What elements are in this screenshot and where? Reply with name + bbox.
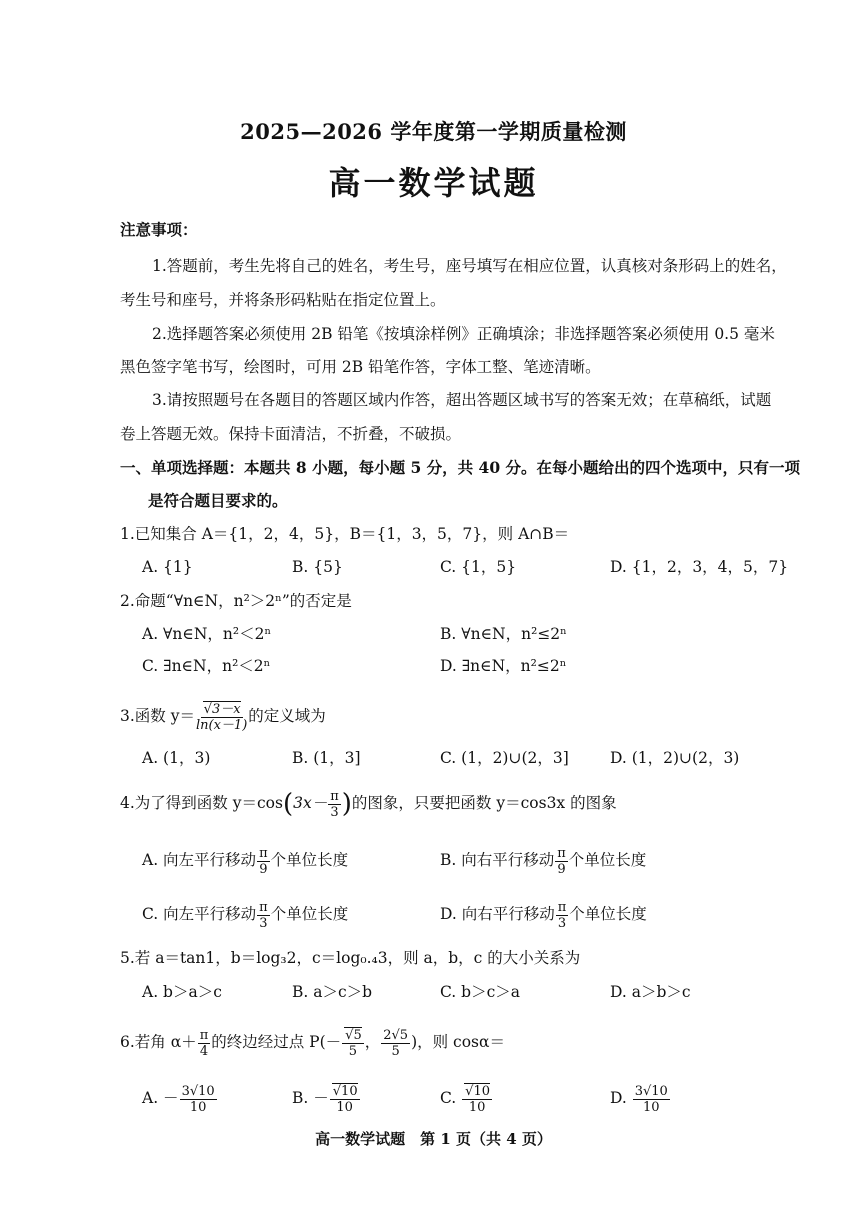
fraction-denominator: 10 [189, 1099, 207, 1115]
question-6-stem-suffix: )，则 cosα＝ [411, 1033, 505, 1051]
notice-item-3-line-1: 3.请按照题号在各题目的答题区域内作答，超出答题区域书写的答案无效；在草稿纸，试题 [152, 391, 772, 409]
pi-symbol: π [199, 1027, 209, 1043]
pi-symbol: π [259, 899, 268, 915]
point-y-numerator: 2√5 [383, 1027, 409, 1043]
option-d-text: D. 向右平行移动 [440, 905, 555, 923]
question-4-option-d [440, 894, 647, 934]
question-4-stem-prefix: 4.为了得到函数 y＝cos [120, 794, 283, 812]
fraction-numerator: 3√10 [634, 1083, 668, 1099]
question-4-option-c [142, 894, 348, 934]
notice-item-3-line-2: 卷上答题无效。保持卡面清洁，不折叠，不破损。 [120, 425, 462, 443]
question-3-stem-suffix: 的定义域为 [248, 707, 326, 725]
question-3-numerator: √ 3－x [203, 701, 241, 717]
question-5-option-b: B. a＞c＞b [292, 983, 373, 1001]
question-5-option-c: C. b＞c＞a [440, 983, 521, 1001]
option-d-label: D. [610, 1089, 632, 1107]
question-4-pi-over-3 [328, 790, 341, 819]
option-c-fraction [257, 901, 270, 930]
point-x-numerator: √ 5 [344, 1027, 362, 1043]
fraction-denominator: 3 [259, 915, 268, 931]
fraction-denominator: 4 [199, 1043, 209, 1059]
fraction-denominator: 9 [557, 861, 566, 877]
question-3-fraction [196, 703, 247, 732]
question-3-option-d: D. (1，2)∪(2，3) [610, 749, 740, 767]
question-4-stem: 4.为了得到函数 y＝cos(3x－ $\frac{\pi}{3}$ )的图象，只要把函数 y＝cos3x 的图象 [120, 788, 617, 820]
option-b-fraction [330, 1085, 360, 1114]
question-4-argument: 3x－ [293, 794, 328, 812]
question-6-option-d [610, 1078, 671, 1118]
option-a-text: A. 向左平行移动 [142, 851, 257, 869]
section-1-heading-line-1: 一、单项选择题：本题共 8 小题，每小题 5 分，共 40 分。在每小题给出的四个选项中，只有一项 [120, 458, 801, 477]
fraction-denominator: 9 [259, 861, 268, 877]
notice-item-2-line-1: 2.选择题答案必须使用 2B 铅笔《按填涂样例》正确填涂；非选择题答案必须使用 0.5 毫米 [152, 325, 775, 343]
question-1-option-a: A. {1} [142, 558, 193, 576]
question-3-option-a: A. (1，3) [142, 749, 211, 767]
option-d-fraction [556, 901, 569, 930]
option-unit: 个单位长度 [569, 905, 647, 923]
question-6-option-b [292, 1078, 361, 1118]
exam-subtitle: 2025—2026 学年度第一学期质量检测 [240, 119, 627, 144]
question-3-stem-prefix: 3.函数 y＝ [120, 707, 195, 725]
fraction-numerator: 3√10 [181, 1083, 215, 1099]
option-a-fraction [180, 1085, 217, 1114]
page-footer: 高一数学试题 第 1 页（共 4 页） [315, 1130, 552, 1148]
option-b-label: B. － [292, 1089, 329, 1107]
question-4-option-a [142, 840, 348, 880]
question-3-denominator: ln(x－1) [195, 717, 248, 733]
question-1-stem: 1.已知集合 A＝{1，2，4，5}，B＝{1，3，5，7}，则 A∩B＝ [120, 525, 570, 543]
point-y-denominator: 5 [391, 1043, 400, 1059]
fraction-denominator: 3 [557, 915, 567, 931]
question-6-stem-prefix: 6.若角 α＋ [120, 1033, 197, 1051]
question-6-option-c [440, 1078, 493, 1118]
fraction-denominator: 10 [643, 1099, 660, 1115]
question-2-option-a: A. ∀n∈N，n²＜2ⁿ [142, 625, 272, 643]
question-1-option-c: C. {1，5} [440, 558, 517, 576]
option-b-text: B. 向右平行移动 [440, 851, 555, 869]
question-3-option-b: B. (1，3] [292, 749, 361, 767]
question-3-option-c: C. (1，2)∪(2，3] [440, 749, 569, 767]
option-unit: 个单位长度 [270, 851, 349, 869]
question-5-option-a: A. b＞a＞c [142, 983, 222, 1001]
question-1-option-d: D. {1，2，3，4，5，7} [610, 558, 789, 576]
question-6-stem-middle: 的终边经过点 P(－ [211, 1033, 342, 1051]
pi-symbol: π [330, 788, 339, 804]
question-2-option-b: B. ∀n∈N，n²≤2ⁿ [440, 625, 567, 643]
question-2-option-c: C. ∃n∈N，n²＜2ⁿ [142, 657, 271, 675]
point-y-fraction [381, 1029, 410, 1058]
pi-symbol: π [557, 899, 567, 915]
point-x-fraction [342, 1029, 364, 1058]
option-a-fraction [257, 847, 270, 876]
question-6-option-a [142, 1078, 218, 1118]
exam-title: 高一数学试题 [328, 164, 539, 202]
question-4-option-b [440, 840, 646, 880]
option-d-fraction [633, 1085, 670, 1114]
section-1-heading-line-2: 是符合题目要求的。 [148, 491, 288, 510]
notice-item-2-line-2: 黑色签字笔书写，绘图时，可用 2B 铅笔作答，字体工整、笔迹清晰。 [120, 358, 601, 376]
fraction-numerator: √ 10 [464, 1083, 490, 1099]
notice-heading: 注意事项： [120, 220, 198, 239]
question-3-stem [120, 696, 326, 736]
fraction-numerator: √ 10 [332, 1083, 358, 1099]
notice-item-1-line-2: 考生号和座号，并将条形码粘贴在指定位置上。 [120, 291, 446, 309]
question-6-pi-over-4 [198, 1029, 211, 1058]
question-6-stem [120, 1022, 505, 1062]
option-c-text: C. 向左平行移动 [142, 905, 257, 923]
point-separator: ， [364, 1033, 381, 1051]
fraction-denominator: 3 [330, 804, 339, 820]
notice-item-1-line-1: 1.答题前，考生先将自己的姓名，考生号，座号填写在相应位置，认真核对条形码上的姓名， [152, 257, 787, 275]
fraction-denominator: 10 [336, 1099, 353, 1115]
point-x-denominator: 5 [348, 1043, 358, 1059]
question-5-option-d: D. a＞b＞c [610, 983, 691, 1001]
pi-symbol: π [557, 845, 566, 861]
pi-symbol: π [259, 845, 268, 861]
question-4-stem-suffix: 的图象，只要把函数 y＝cos3x 的图象 [351, 794, 617, 812]
option-c-fraction [462, 1085, 492, 1114]
option-b-fraction [555, 847, 568, 876]
option-unit: 个单位长度 [270, 905, 349, 923]
question-2-option-d: D. ∃n∈N，n²≤2ⁿ [440, 657, 567, 675]
option-unit: 个单位长度 [568, 851, 647, 869]
question-5-stem: 5.若 a＝tan1，b＝log₃2，c＝log₀.₄3，则 a，b，c 的大小关系为 [120, 949, 581, 967]
question-2-stem: 2.命题“∀n∈N，n²＞2ⁿ”的否定是 [120, 592, 352, 610]
question-1-option-b: B. {5} [292, 558, 343, 576]
option-c-label: C. [440, 1089, 462, 1107]
option-a-label: A. － [142, 1089, 179, 1107]
fraction-denominator: 10 [468, 1099, 486, 1115]
